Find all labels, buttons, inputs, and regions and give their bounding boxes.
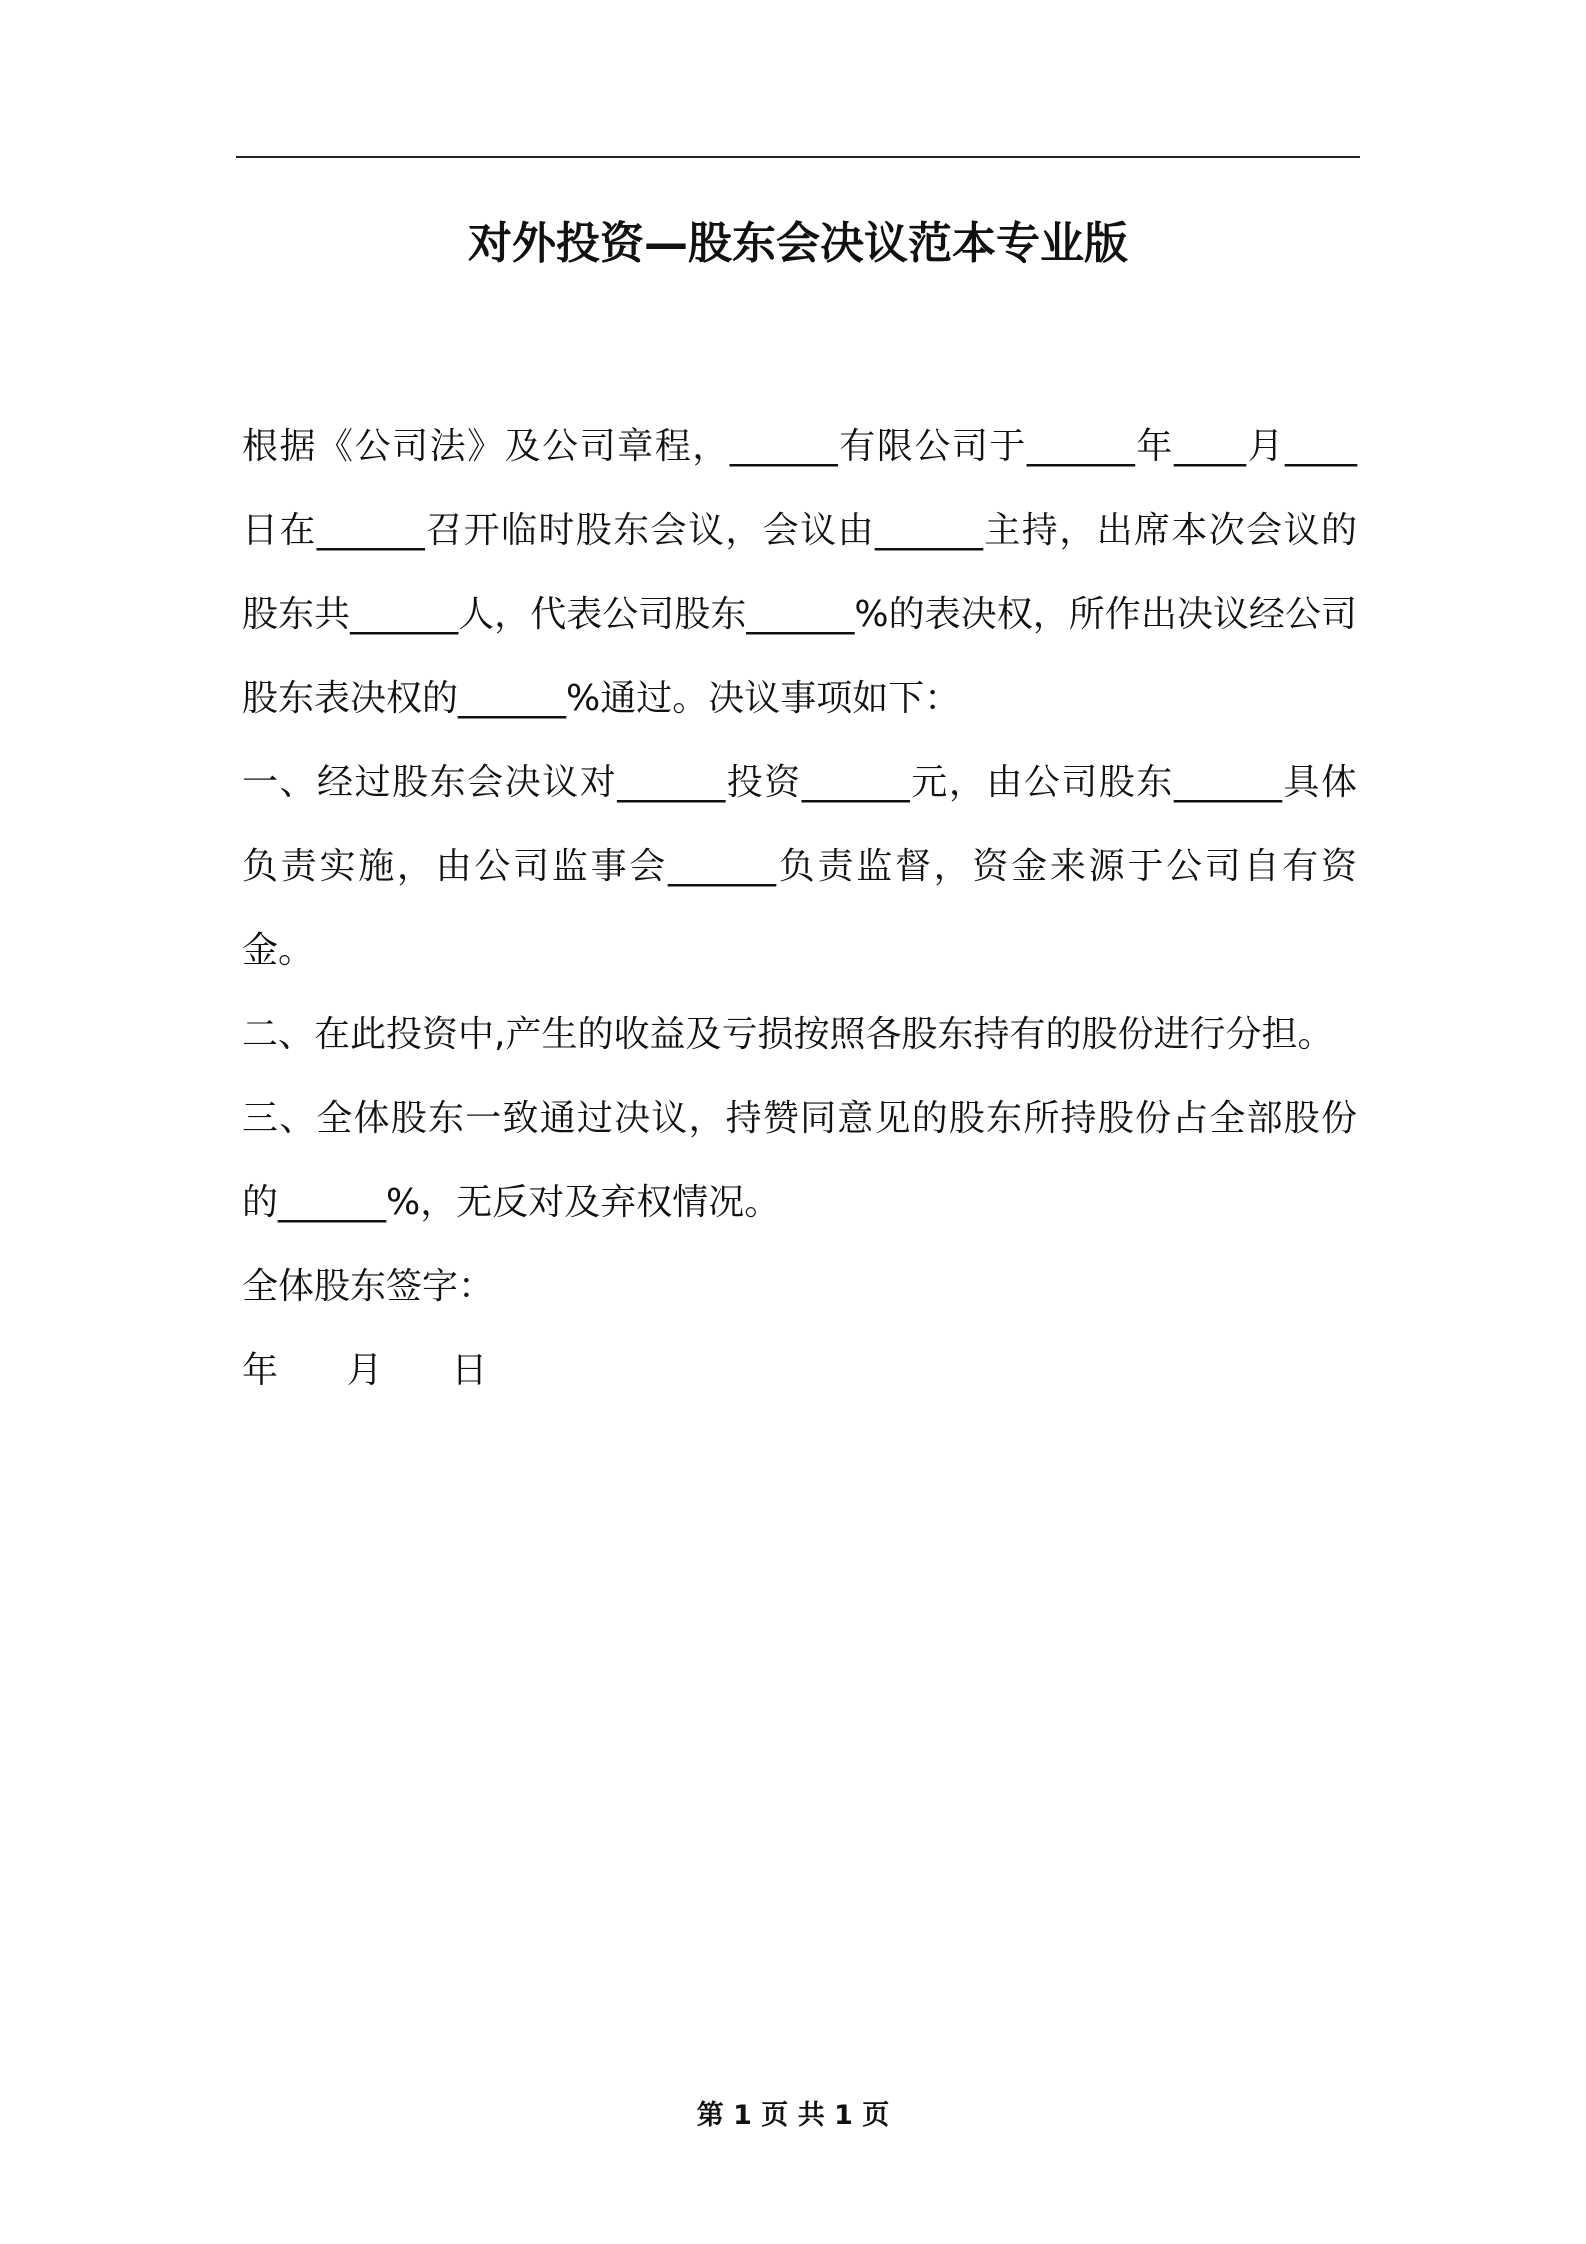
paragraph-resolution-1: 一、经过股东会决议对______投资______元，由公司股东______具体负责实施，由公司监事会______负责监督，资金来源于公司自有资金。 (242, 762, 1357, 971)
date-line: 年 月 日 (242, 1350, 488, 1391)
page-number: 第 1 页 共 1 页 (696, 2100, 890, 2131)
paragraph-resolution-2: 二、在此投资中,产生的收益及亏损按照各股东持有的股份进行分担。 (242, 1014, 1334, 1055)
document-body (242, 405, 1357, 1413)
signature-label: 全体股东签字： (242, 1266, 495, 1307)
paragraph-resolution-3: 三、全体股东一致通过决议，持赞同意见的股东所持股份占全部股份的______%，无反对及弃权情况。 (242, 1098, 1357, 1223)
document-title: 对外投资—股东会决议范本专业版 (468, 218, 1128, 269)
paragraph-meeting-intro: 根据《公司法》及公司章程，______有限公司于______年____月____日在______召开临时股东会议，会议由______主持，出席本次会议的股东共______人，代表公司股东______%的表决权，所作出决议经公司股东表决权的______%通过。决议事项如下： (242, 426, 1357, 719)
header-rule (236, 156, 1360, 158)
